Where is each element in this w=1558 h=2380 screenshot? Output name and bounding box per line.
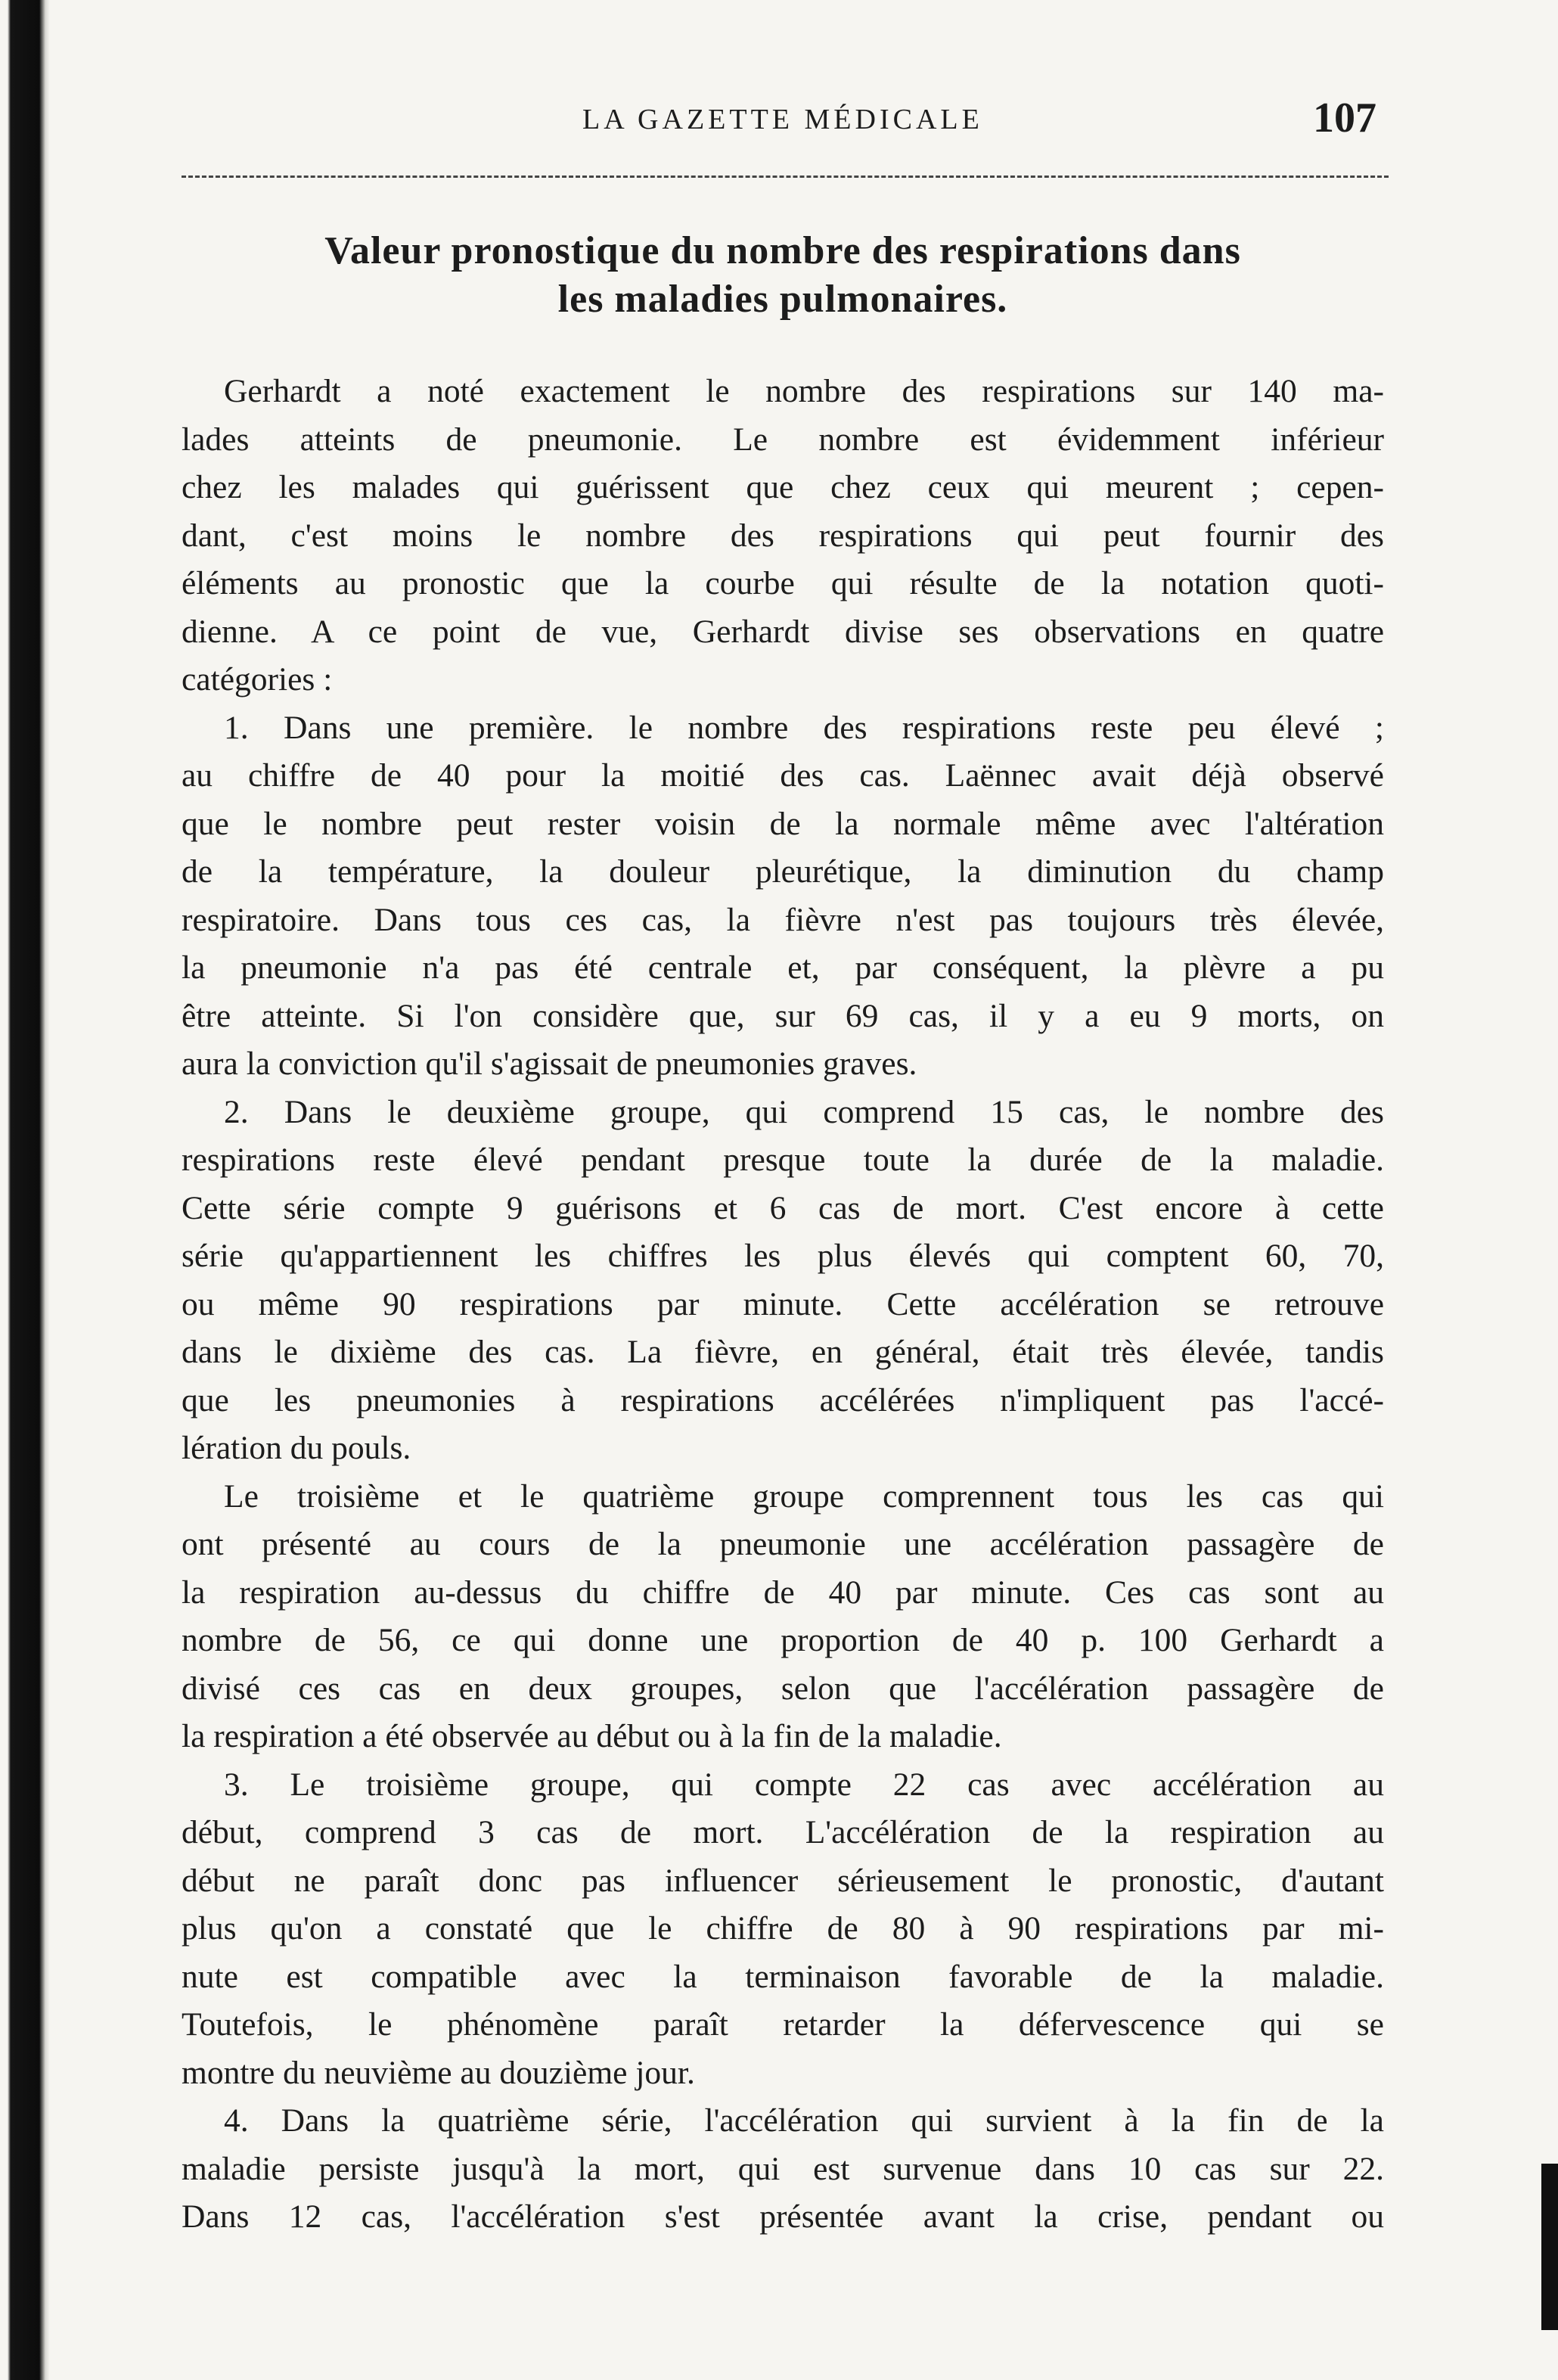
paragraph [182, 1089, 1384, 1473]
paragraph [182, 1473, 1384, 1761]
text-line: éléments au pronostic que la courbe qui résulte de la notation quoti- [182, 565, 1384, 601]
text-line: lades atteints de pneumonie. Le nombre est évidemment inférieur [182, 421, 1384, 458]
text-line: début ne paraît donc pas influencer sérieusement le pronostic, d'autant [182, 1862, 1384, 1899]
text-line: 2. Dans le deuxième groupe, qui comprend 15 cas, le nombre des [224, 1093, 1384, 1130]
text-line: lération du pouls. [182, 1430, 411, 1466]
text-line: nute est compatible avec la terminaison favorable de la maladie. [182, 1958, 1384, 1995]
article-title-line: Valeur pronostique du nombre des respirations dans [324, 229, 1241, 272]
text-line: divisé ces cas en deux groupes, selon que l'accélération passagère de [182, 1670, 1384, 1707]
text-line: de la température, la douleur pleurétique, la diminution du champ [182, 853, 1384, 890]
text-line: Gerhardt a noté exactement le nombre des respirations sur 140 ma- [224, 373, 1384, 409]
article [182, 227, 1384, 2242]
text-line: respirations reste élevé pendant presque toute la durée de la maladie. [182, 1142, 1384, 1178]
text-line: montre du neuvième au douzième jour. [182, 2054, 695, 2091]
text-line: au chiffre de 40 pour la moitié des cas. Laënnec avait déjà observé [182, 757, 1384, 794]
scan-edge-mark [1541, 2164, 1558, 2330]
text-line: la respiration au-dessus du chiffre de 40 par minute. Ces cas sont au [182, 1574, 1384, 1611]
text-line: la pneumonie n'a pas été centrale et, par conséquent, la plèvre a pu [182, 949, 1384, 986]
text-line: respiratoire. Dans tous ces cas, la fièvre n'est pas toujours très élevée, [182, 901, 1384, 938]
article-title-line: les maladies pulmonaires. [557, 278, 1008, 321]
paragraph [182, 704, 1384, 1089]
page-number: 107 [1313, 95, 1376, 141]
text-line: aura la conviction qu'il s'agissait de pneumonies graves. [182, 1046, 917, 1082]
page-header [182, 94, 1376, 147]
text-line: ont présenté au cours de la pneumonie une accélération passagère de [182, 1526, 1384, 1562]
text-line: nombre de 56, ce qui donne une proportion de 40 p. 100 Gerhardt a [182, 1622, 1384, 1658]
text-line: maladie persiste jusqu'à la mort, qui est survenue dans 10 cas sur 22. [182, 2150, 1384, 2187]
text-line: début, comprend 3 cas de mort. L'accélération de la respiration au [182, 1814, 1384, 1850]
scan-binding-edge [0, 0, 50, 2380]
paragraph [182, 1761, 1384, 2098]
text-line: 4. Dans la quatrième série, l'accélération qui survient à la fin de la [224, 2102, 1384, 2139]
text-line: la respiration a été observée au début ou à la fin de la maladie. [182, 1718, 1002, 1754]
text-line: Dans 12 cas, l'accélération s'est présentée avant la crise, pendant ou [182, 2198, 1384, 2235]
text-line: série qu'appartiennent les chiffres les plus élevés qui comptent 60, 70, [182, 1238, 1384, 1274]
text-line: Le troisième et le quatrième groupe comprennent tous les cas qui [224, 1477, 1384, 1515]
text-line: dant, c'est moins le nombre des respirations qui peut fournir des [182, 517, 1384, 554]
paragraph [182, 368, 1384, 704]
text-line: plus qu'on a constaté que le chiffre de 80 à 90 respirations par mi- [182, 1910, 1384, 1947]
article-body [182, 368, 1384, 2242]
text-line: être atteinte. Si l'on considère que, sur 69 cas, il y a eu 9 morts, on [182, 997, 1384, 1034]
text-line: dans le dixième des cas. La fièvre, en général, était très élevée, tandis [182, 1334, 1384, 1370]
header-rule [182, 176, 1389, 178]
text-line: que le nombre peut rester voisin de la normale même avec l'altération [182, 805, 1384, 842]
article-title [182, 227, 1384, 324]
text-line: chez les malades qui guérissent que chez ceux qui meurent ; cepen- [182, 469, 1384, 505]
text-line: ou même 90 respirations par minute. Cette accélération se retrouve [182, 1285, 1384, 1322]
text-line: catégories : [182, 661, 333, 698]
running-title: LA GAZETTE MÉDICALE [582, 104, 983, 135]
text-line: Cette série compte 9 guérisons et 6 cas de mort. C'est encore à cette [182, 1189, 1384, 1226]
text-line: 3. Le troisième groupe, qui compte 22 cas avec accélération au [224, 1766, 1384, 1803]
text-line: dienne. A ce point de vue, Gerhardt divise ses observations en quatre [182, 613, 1384, 650]
text-line: 1. Dans une première. le nombre des respirations reste peu élevé ; [224, 709, 1384, 746]
paragraph [182, 2097, 1384, 2242]
text-line: Toutefois, le phénomène paraît retarder la défervescence qui se [182, 2006, 1384, 2043]
text-line: que les pneumonies à respirations accélérées n'impliquent pas l'accé- [182, 1381, 1384, 1418]
